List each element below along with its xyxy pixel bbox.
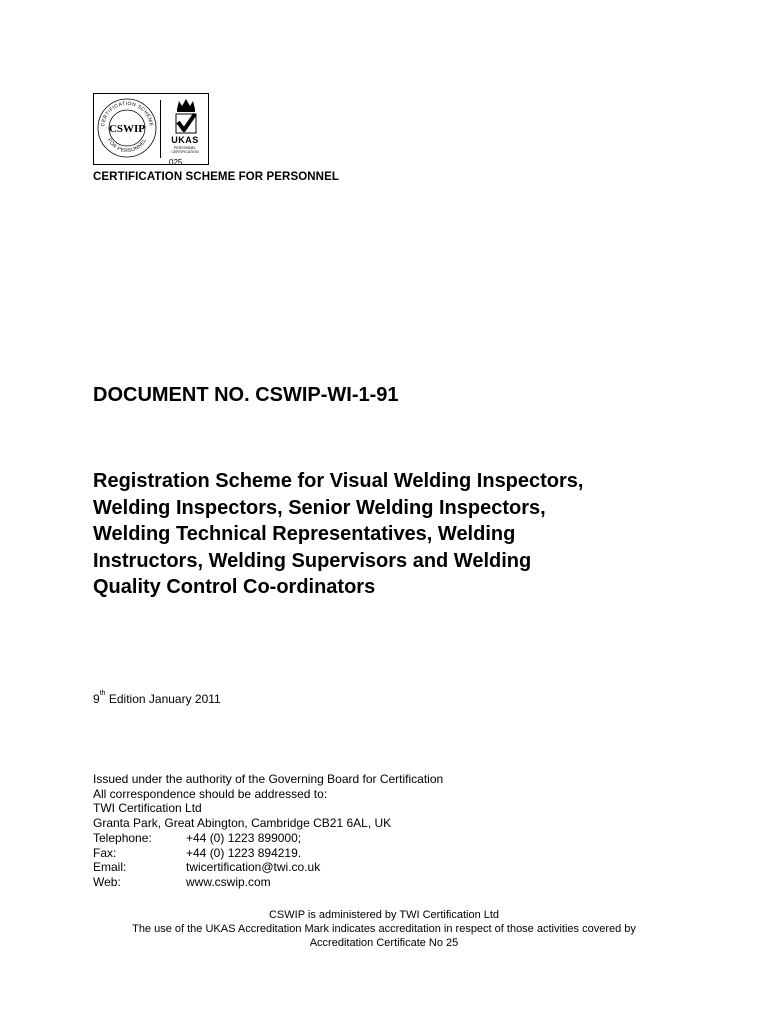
- contact-fax: Fax: +44 (0) 1223 894219.: [93, 845, 302, 860]
- footer-notice: [84, 908, 684, 950]
- seal-ring-top: CERTIFICATION SCHEME: [99, 100, 154, 127]
- scheme-heading: CERTIFICATION SCHEME FOR PERSONNEL: [93, 171, 339, 183]
- document-title: [93, 468, 693, 601]
- issued-block: [93, 772, 443, 890]
- accreditation-number: 025: [169, 158, 183, 167]
- document-number: DOCUMENT NO. CSWIP-WI-1-91: [93, 384, 399, 406]
- ukas-small-text: PERSONNEL CERTIFICATION: [171, 146, 199, 154]
- title-line: Welding Inspectors, Senior Welding Inspectors,: [93, 496, 546, 519]
- footer-line: The use of the UKAS Accreditation Mark indicates accreditation in respect of those activities covered by: [132, 923, 636, 935]
- title-line: Instructors, Welding Supervisors and Welding: [93, 549, 532, 572]
- logo-divider: [160, 100, 161, 158]
- title-line: Quality Control Co-ordinators: [93, 576, 376, 598]
- cswip-seal-icon: [96, 97, 158, 159]
- title-line: Welding Technical Representatives, Welding: [93, 523, 516, 545]
- issued-line: Granta Park, Great Abington, Cambridge CB21 6AL, UK: [93, 816, 392, 831]
- contact-email: Email: twicertification@twi.co.uk: [93, 860, 321, 875]
- issued-line: TWI Certification Ltd: [93, 801, 202, 816]
- footer-line: Accreditation Certificate No 25: [309, 937, 459, 949]
- seal-text: CSWIP: [108, 123, 146, 135]
- edition-suffix: th: [99, 690, 106, 697]
- seal-ring-bottom: FOR PERSONNEL: [105, 137, 149, 155]
- cswip-ukas-logo: [93, 93, 209, 165]
- edition-line: [93, 692, 221, 706]
- contact-web: Web: www.cswip.com: [93, 874, 271, 889]
- title-line: Registration Scheme for Visual Welding Inspectors,: [93, 470, 584, 492]
- footer-line: CSWIP is administered by TWI Certification Ltd: [268, 909, 500, 921]
- edition-number: 9: [93, 692, 100, 706]
- issued-line: All correspondence should be addressed to:: [93, 786, 328, 801]
- issued-line: Issued under the authority of the Governing Board for Certification: [93, 772, 444, 786]
- ukas-label: UKAS: [171, 135, 199, 145]
- edition-text: Edition January 2011: [105, 692, 221, 706]
- contact-telephone: Telephone: +44 (0) 1223 899000;: [93, 830, 302, 845]
